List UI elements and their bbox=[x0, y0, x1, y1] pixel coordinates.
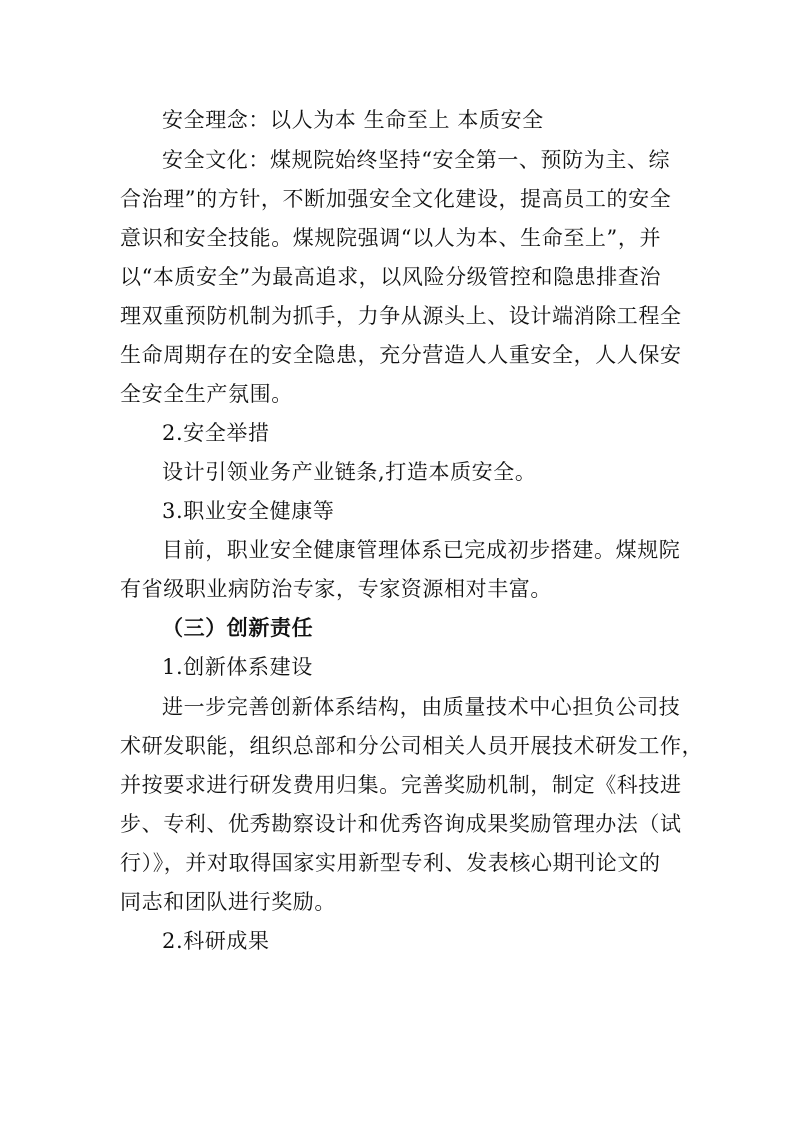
paragraph-line: 以“本质安全”为最高追求，以风险分级管控和隐患排查治 bbox=[120, 265, 662, 289]
paragraph-line: 同志和团队进行奖励。 bbox=[120, 890, 336, 914]
paragraph-line: 安全理念：以人为本 生命至上 本质安全 bbox=[162, 108, 544, 132]
section-heading: （三）创新责任 bbox=[162, 615, 314, 640]
paragraph-line: 安全文化：煤规院始终坚持“安全第一、预防为主、综 bbox=[162, 148, 671, 172]
paragraph-line: 设计引领业务产业链条,打造本质安全。 bbox=[162, 460, 537, 484]
section-subheading: 1.创新体系建设 bbox=[162, 655, 313, 679]
paragraph-line: 生命周期存在的安全隐患，充分营造人人重安全，人人保安 bbox=[120, 343, 682, 367]
paragraph-line: 意识和安全技能。煤规院强调“以人为本、生命至上”，并 bbox=[120, 226, 662, 250]
paragraph-line: 全安全生产氛围。 bbox=[120, 382, 293, 406]
paragraph-line: 步、专利、优秀勘察设计和优秀咨询成果奖励管理办法（试 bbox=[120, 812, 682, 836]
section-subheading: 2.安全举措 bbox=[162, 421, 270, 445]
paragraph-line: 进一步完善创新体系结构，由质量技术中心担负公司技 bbox=[162, 695, 681, 719]
section-subheading: 3.职业安全健康等 bbox=[162, 499, 335, 523]
paragraph-line: 行）》，并对取得国家实用新型专利、发表核心期刊论文的 bbox=[120, 851, 661, 875]
section-subheading: 2.科研成果 bbox=[162, 929, 270, 953]
paragraph-line: 有省级职业病防治专家，专家资源相对丰富。 bbox=[120, 577, 552, 601]
paragraph-line: 并按要求进行研发费用归集。完善奖励机制，制定《科技进 bbox=[120, 773, 682, 797]
paragraph-line: 术研发职能，组织总部和分公司相关人员开展技术研发工作， bbox=[120, 734, 704, 758]
paragraph-line: 目前，职业安全健康管理体系已完成初步搭建。煤规院 bbox=[162, 538, 681, 562]
paragraph-line: 合治理”的方针，不断加强安全文化建设，提高员工的安全 bbox=[120, 187, 672, 211]
paragraph-line: 理双重预防机制为抓手，力争从源头上、设计端消除工程全 bbox=[120, 304, 682, 328]
